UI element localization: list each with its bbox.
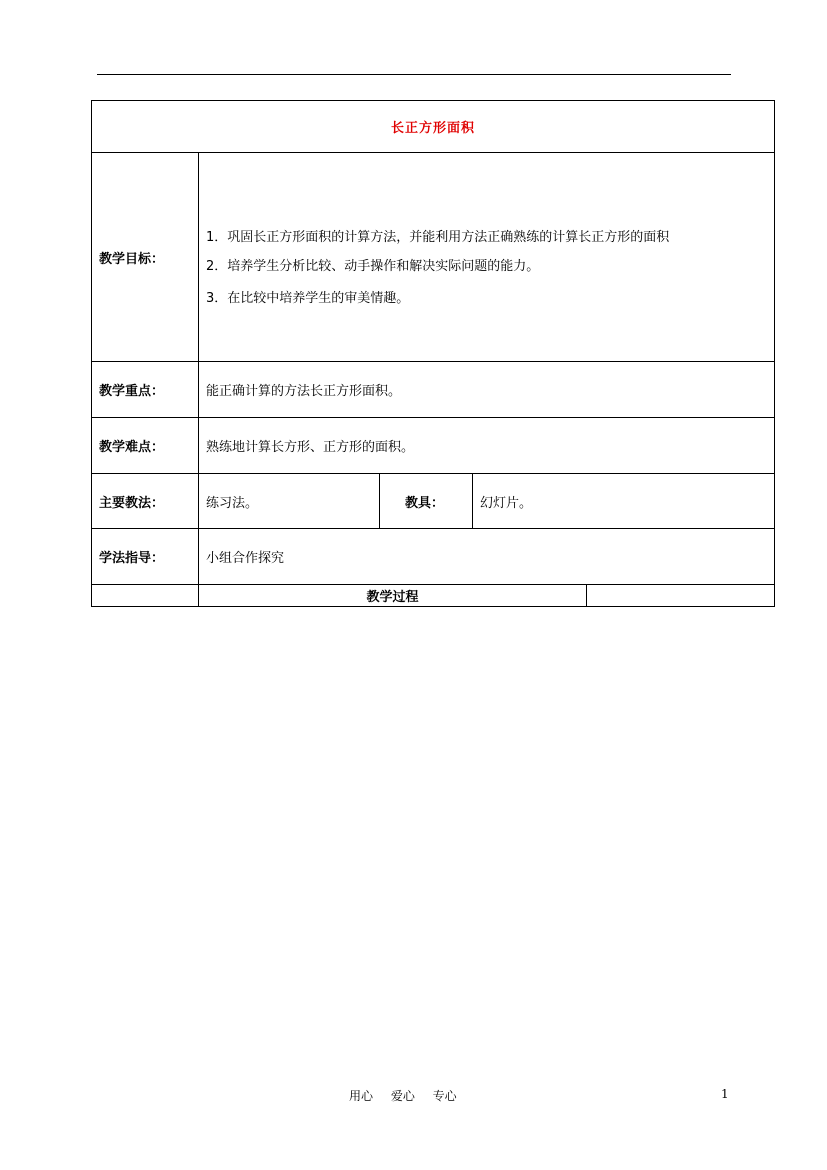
key-points-row (92, 362, 775, 418)
header-rule (97, 74, 731, 75)
objective-item-1: 1．巩固长正方形面积的计算方法，并能利用方法正确熟练的计算长正方形的面积 (206, 230, 670, 245)
method-label: 主要教法： (92, 474, 199, 529)
process-empty-right (587, 585, 775, 607)
tools-label: 教具： (380, 474, 473, 529)
guidance-label: 学法指导： (92, 529, 199, 585)
objectives-label: 教学目标： (92, 153, 199, 362)
objective-item-3: 3．在比较中培养学生的审美情趣。 (206, 291, 410, 306)
key-points-value: 能正确计算的方法长正方形面积。 (199, 362, 775, 418)
lesson-plan-table (91, 100, 775, 607)
difficulties-value: 熟练地计算长方形、正方形的面积。 (199, 418, 775, 474)
tools-value: 幻灯片。 (473, 474, 775, 529)
method-row (92, 474, 775, 529)
process-row (92, 585, 775, 607)
difficulties-row (92, 418, 775, 474)
page-number: 1 (721, 1087, 729, 1101)
difficulties-label: 教学难点： (92, 418, 199, 474)
lesson-title: 长正方形面积 (92, 101, 775, 153)
footer-motto: 用心 爱心 专心 (349, 1089, 457, 1103)
guidance-value: 小组合作探究 (199, 529, 775, 585)
method-value: 练习法。 (199, 474, 380, 529)
objectives-list (199, 153, 775, 362)
process-label: 教学过程 (199, 585, 587, 607)
guidance-row (92, 529, 775, 585)
objective-item-2: 2．培养学生分析比较、动手操作和解决实际问题的能力。 (206, 259, 540, 274)
process-empty-left (92, 585, 199, 607)
objectives-row (92, 153, 775, 362)
title-row (92, 101, 775, 153)
key-points-label: 教学重点： (92, 362, 199, 418)
